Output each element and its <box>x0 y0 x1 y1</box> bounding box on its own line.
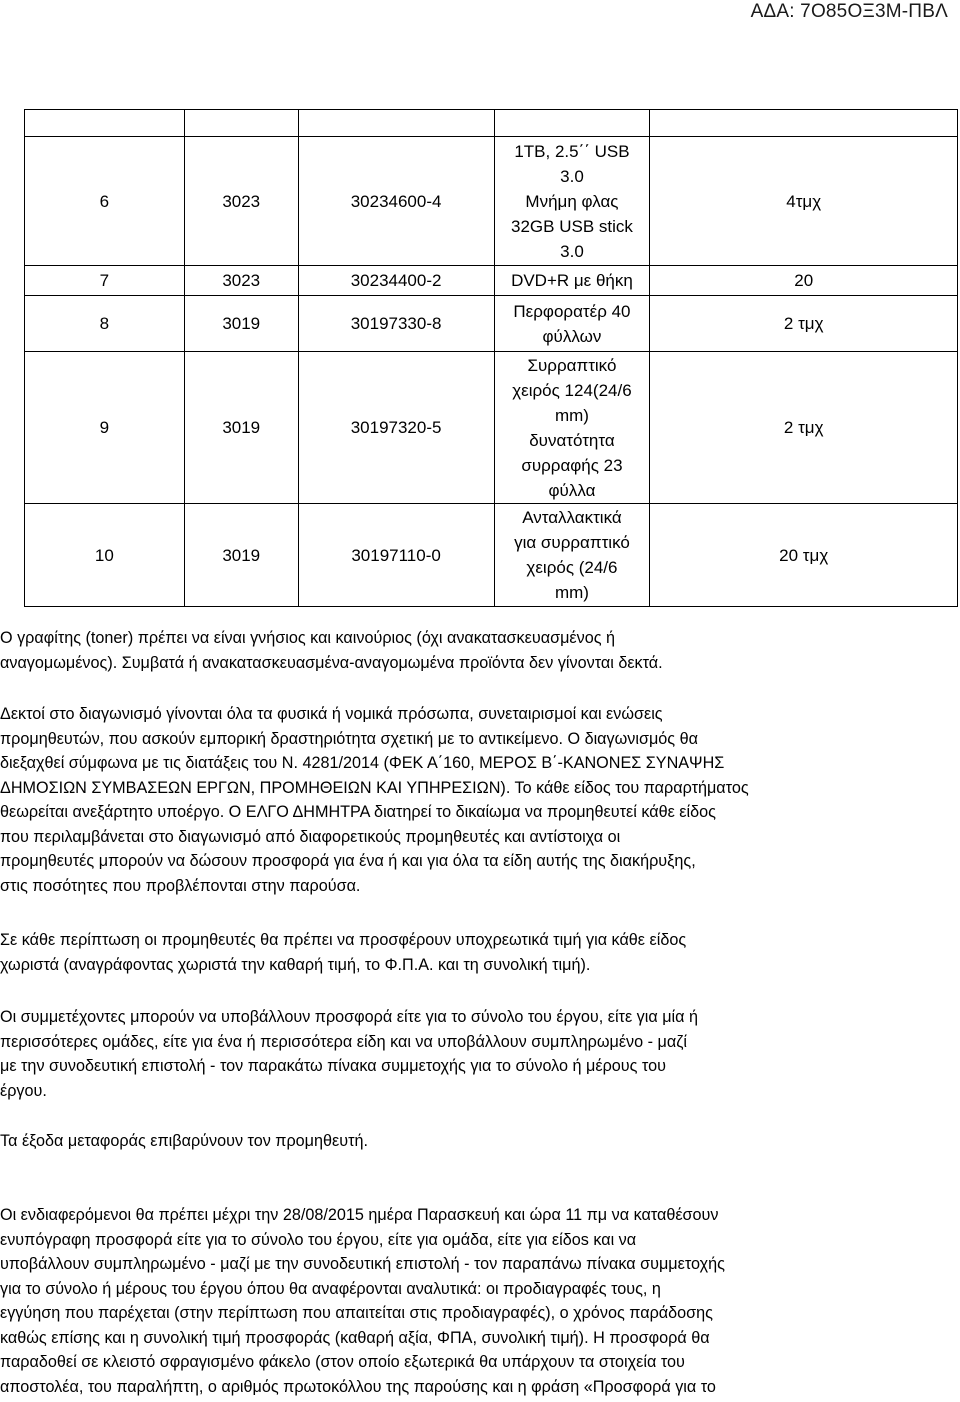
text-line: προμηθευτές μπορούν να δώσουν προσφορά για ένα ή και για όλα τα είδη αυτής της διακήρυξης, <box>0 852 696 870</box>
ada-code-header: ΑΔΑ: 7Ο85ΟΞ3Μ-ΠΒΛ <box>750 1 948 22</box>
text-line: Οι συμμετέχοντες μπορούν να υποβάλλουν προσφορά είτε για το σύνολο του έργου, είτε για μία ή <box>0 1008 698 1026</box>
description-cell: Ανταλλακτικά για συρραπτικό χειρός (24/6 mm) <box>494 504 650 607</box>
text-line: καθώς επίσης και η συνολική τιμή προσφοράς (καθαρή αξία, ΦΠΑ, συνολική τιμή). Η προσφορά θα <box>0 1328 710 1347</box>
text-line: Τα έξοδα μεταφοράς επιβαρύνουν τον προμηθευτή. <box>0 1132 368 1150</box>
pricing-paragraph <box>0 928 850 977</box>
toner-paragraph <box>0 626 850 675</box>
quantity-cell: 2 τμχ <box>650 296 958 352</box>
row-number-cell: 6 <box>25 137 185 266</box>
text-line: υποβάλλουν συμπληρωμένο - μαζί με την συνοδευτική επιστολή - τον παραπάνω πίνακα συμμετοχής <box>0 1255 725 1273</box>
cpv-group-cell: 3019 <box>184 296 298 352</box>
text-line: Ο γραφίτης (toner) πρέπει να είναι γνήσιος και καινούριος (όχι ανακατασκευασμένος ή <box>0 629 616 647</box>
eligibility-paragraph <box>0 702 850 898</box>
text-line: που περιλαμβάνεται στο διαγωνισμό από διαφορετικούς προμηθευτές και αντίστοιχα οι <box>0 827 621 846</box>
text-line: με την συνοδευτική επιστολή - τον παρακάτω πίνακα συμμετοχής για το σύνολο ή μέρους του <box>0 1057 666 1075</box>
text-line: χωριστά (αναγράφοντας χωριστά την καθαρή τιμή, το Φ.Π.Α. και τη συνολική τιμή). <box>0 955 591 974</box>
description-cell: Περφορατέρ 40 φύλλων <box>494 296 650 352</box>
quantity-cell: 4τμχ <box>650 137 958 266</box>
cpv-group-cell: 3019 <box>184 352 298 504</box>
row-number-cell: 7 <box>25 266 185 296</box>
text-line: στις ποσότητες που προβλέπονται στην παρούσα. <box>0 876 361 895</box>
cpv-group-cell: 3023 <box>184 266 298 296</box>
text-line: αναγομωμένος). Συμβατά ή ανακατασκευασμένα-αναγομωμένα προϊόντα δεν γίνονται δεκτά. <box>0 653 663 672</box>
transport-paragraph <box>0 1129 850 1154</box>
text-line: προμηθευτών, που ασκούν εμπορική δραστηριότητα σχετική με το αντικείμενο. Ο διαγωνισμός θα <box>0 729 698 748</box>
text-line: εγγύηση που παρέχεται (στην περίπτωση που απαιτείται στις προδιαγραφές), ο χρόνος παράδοσης <box>0 1304 713 1322</box>
description-cell: Συρραπτικό χειρός 124(24/6 mm) δυνατότητα συρραφής 23 φύλλα <box>494 352 650 504</box>
text-line: για το σύνολο ή μέρους του έργου όπου θα αναφέρονται αναλυτικά: οι προδιαγραφές τους, η <box>0 1279 661 1298</box>
text-line: έργου. <box>0 1081 47 1100</box>
text-line: παραδοθεί σε κλειστό σφραγισμένο φάκελο (στον οποίο εξωτερικά θα υπάρχουν τα στοιχεία του <box>0 1353 685 1371</box>
row-number-cell: 9 <box>25 352 185 504</box>
cpv-code-cell: 30234400-2 <box>298 266 494 296</box>
text-line: περισσότερες ομάδες, είτε για ένα ή περισσότερα είδη και να υποβάλλουν συμπληρωμένο - μαζί <box>0 1032 687 1051</box>
cpv-code-cell: 30197110-0 <box>298 504 494 607</box>
cpv-code-cell: 30234600-4 <box>298 137 494 266</box>
text-line: ενυπόγραφη προσφορά είτε για το σύνολο του έργου, είτε για ομάδα, είτε για είδοs και να <box>0 1230 637 1249</box>
description-cell: DVD+R με θήκη <box>494 266 650 296</box>
text-line: Δεκτοί στο διαγωνισμό γίνονται όλα τα φυσικά ή νομικά πρόσωπα, συνεταιρισμοί και ενώσεις <box>0 705 663 723</box>
submission-paragraph <box>0 1203 850 1399</box>
cpv-code-cell: 30197320-5 <box>298 352 494 504</box>
row-number-cell: 10 <box>25 504 185 607</box>
text-line: Σε κάθε περίπτωση οι προμηθευτές θα πρέπει να προσφέρουν υποχρεωτικά τιμή για κάθε είδος <box>0 931 687 949</box>
row-number-cell: 8 <box>25 296 185 352</box>
text-line: Οι ενδιαφερόμενοι θα πρέπει μέχρι την 28/08/2015 ημέρα Παρασκευή και ώρα 11 πμ να καταθέσουν <box>0 1206 719 1224</box>
cpv-code-cell: 30197330-8 <box>298 296 494 352</box>
text-line: αποστολέα, του παραλήπτη, ο αριθμός πρωτοκόλλου της παρούσης και η φράση «Προσφορά για το <box>0 1377 716 1396</box>
cpv-group-cell: 3023 <box>184 137 298 266</box>
quantity-cell: 20 τμχ <box>650 504 958 607</box>
text-line: διεξαχθεί σύμφωνα με τις διατάξεις του Ν. 4281/2014 (ΦΕΚ Α΄160, ΜΕΡΟΣ Β΄-ΚΑΝΟΝΕΣ ΣΥΝΑΨΗΣ <box>0 754 725 772</box>
quantity-cell: 20 <box>650 266 958 296</box>
description-cell: 1TB, 2.5΄΄ USB 3.0 Μνήμη φλας 32GB USB stick 3.0 <box>494 137 650 266</box>
text-line: ΔΗΜΟΣΙΩΝ ΣΥΜΒΑΣΕΩΝ ΕΡΓΩΝ, ΠΡΟΜΗΘΕΙΩΝ ΚΑΙ ΥΠΗΡΕΣΙΩΝ). Το κάθε είδος του παραρτήματος <box>0 778 749 797</box>
text-line: θεωρείται ανεξάρτητο υποέργο. Ο ΕΛΓΟ ΔΗΜΗΤΡΑ διατηρεί το δικαίωμα να προμηθευτεί κάθε είδος <box>0 803 716 821</box>
quantity-cell: 2 τμχ <box>650 352 958 504</box>
cpv-group-cell: 3019 <box>184 504 298 607</box>
participation-paragraph <box>0 1005 850 1103</box>
